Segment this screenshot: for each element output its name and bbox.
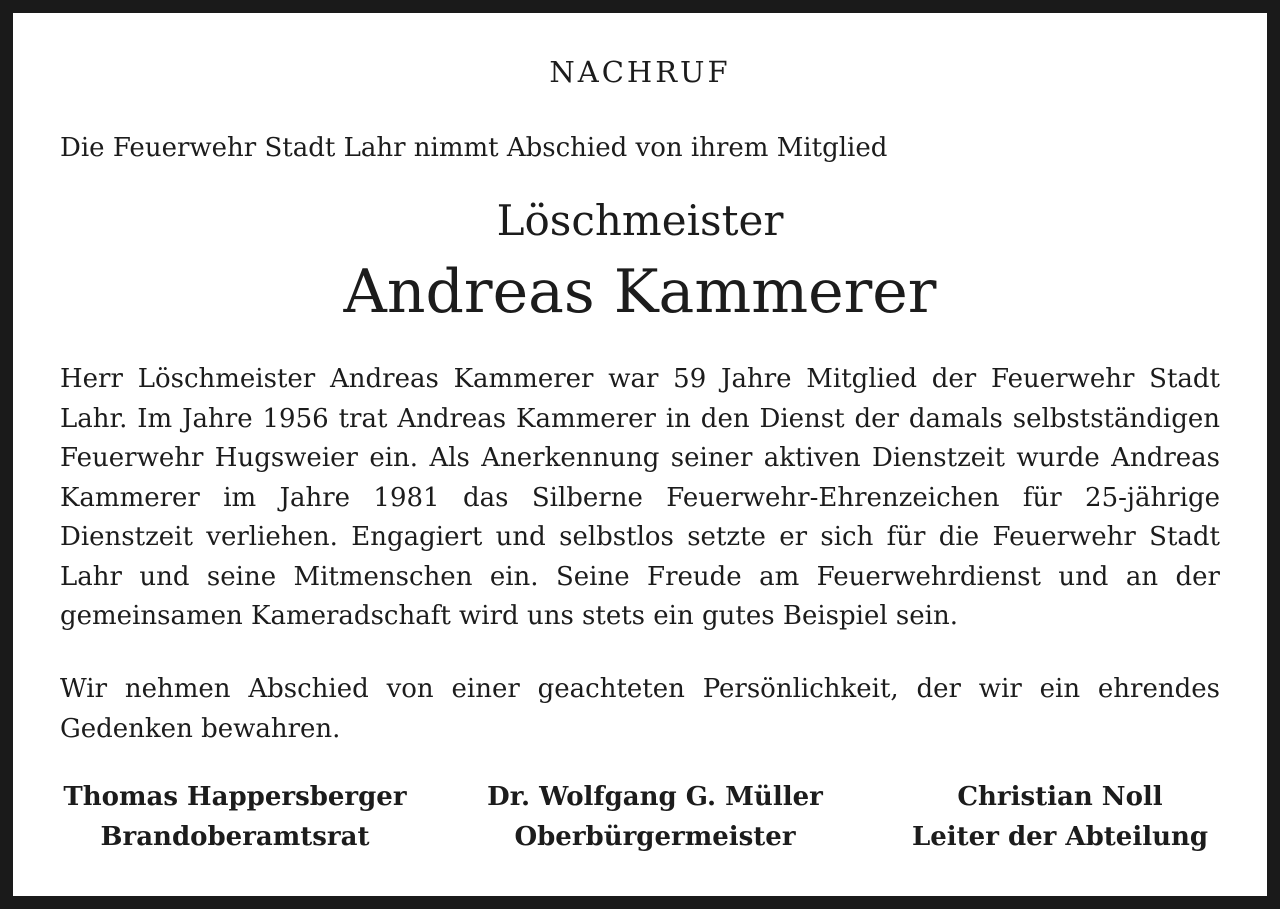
- signatory-2: [480, 777, 830, 857]
- signatory-name: Christian Noll: [957, 782, 1163, 812]
- signatory-title: Oberbürgermeister: [514, 822, 796, 852]
- intro-line: Die Feuerwehr Stadt Lahr nimmt Abschied von ihrem Mitglied: [60, 133, 888, 163]
- notice-heading: NACHRUF: [549, 55, 731, 89]
- tribute-paragraph: Herr Löschmeister Andreas Kammerer war 59 Jahre Mitglied der Feuerwehr Stadt Lahr. Im Jahre 1956 trat Andreas Kammerer in den Dienst der damals selbstständigen Feuerwehr Hugsweier ein. Als Anerkennung seiner aktiven Dienstzeit wurde Andreas Kammerer im Jahre 1981 das Silberne Feuerwehr-Ehrenzeichen für 25-jährige Dienstzeit verliehen. Engagiert und selbstlos setzte er sich für die Feuerwehr Stadt Lahr und seine Mitmenschen ein. Seine Freude am Feuerwehrdienst und an der gemeinsamen Kameradschaft wird uns stets ein gutes Beispiel sein.: [60, 364, 1220, 631]
- signatory-title: Leiter der Abteilung: [911, 822, 1209, 852]
- signatory-name: Thomas Happersberger: [63, 782, 407, 812]
- signatory-title: Brandoberamtsrat: [100, 822, 370, 852]
- signatory-1: [60, 777, 410, 857]
- signatory-name: Dr. Wolfgang G. Müller: [487, 782, 823, 812]
- obituary-notice: [13, 13, 1267, 896]
- signatories: [60, 777, 1220, 857]
- signatory-3: [900, 777, 1220, 857]
- deceased-name: Andreas Kammerer: [343, 257, 937, 327]
- farewell-paragraph: Wir nehmen Abschied von einer geachteten Persönlichkeit, der wir ein ehrendes Gedenken bewahren.: [60, 674, 1220, 744]
- deceased-rank: Löschmeister: [496, 196, 784, 245]
